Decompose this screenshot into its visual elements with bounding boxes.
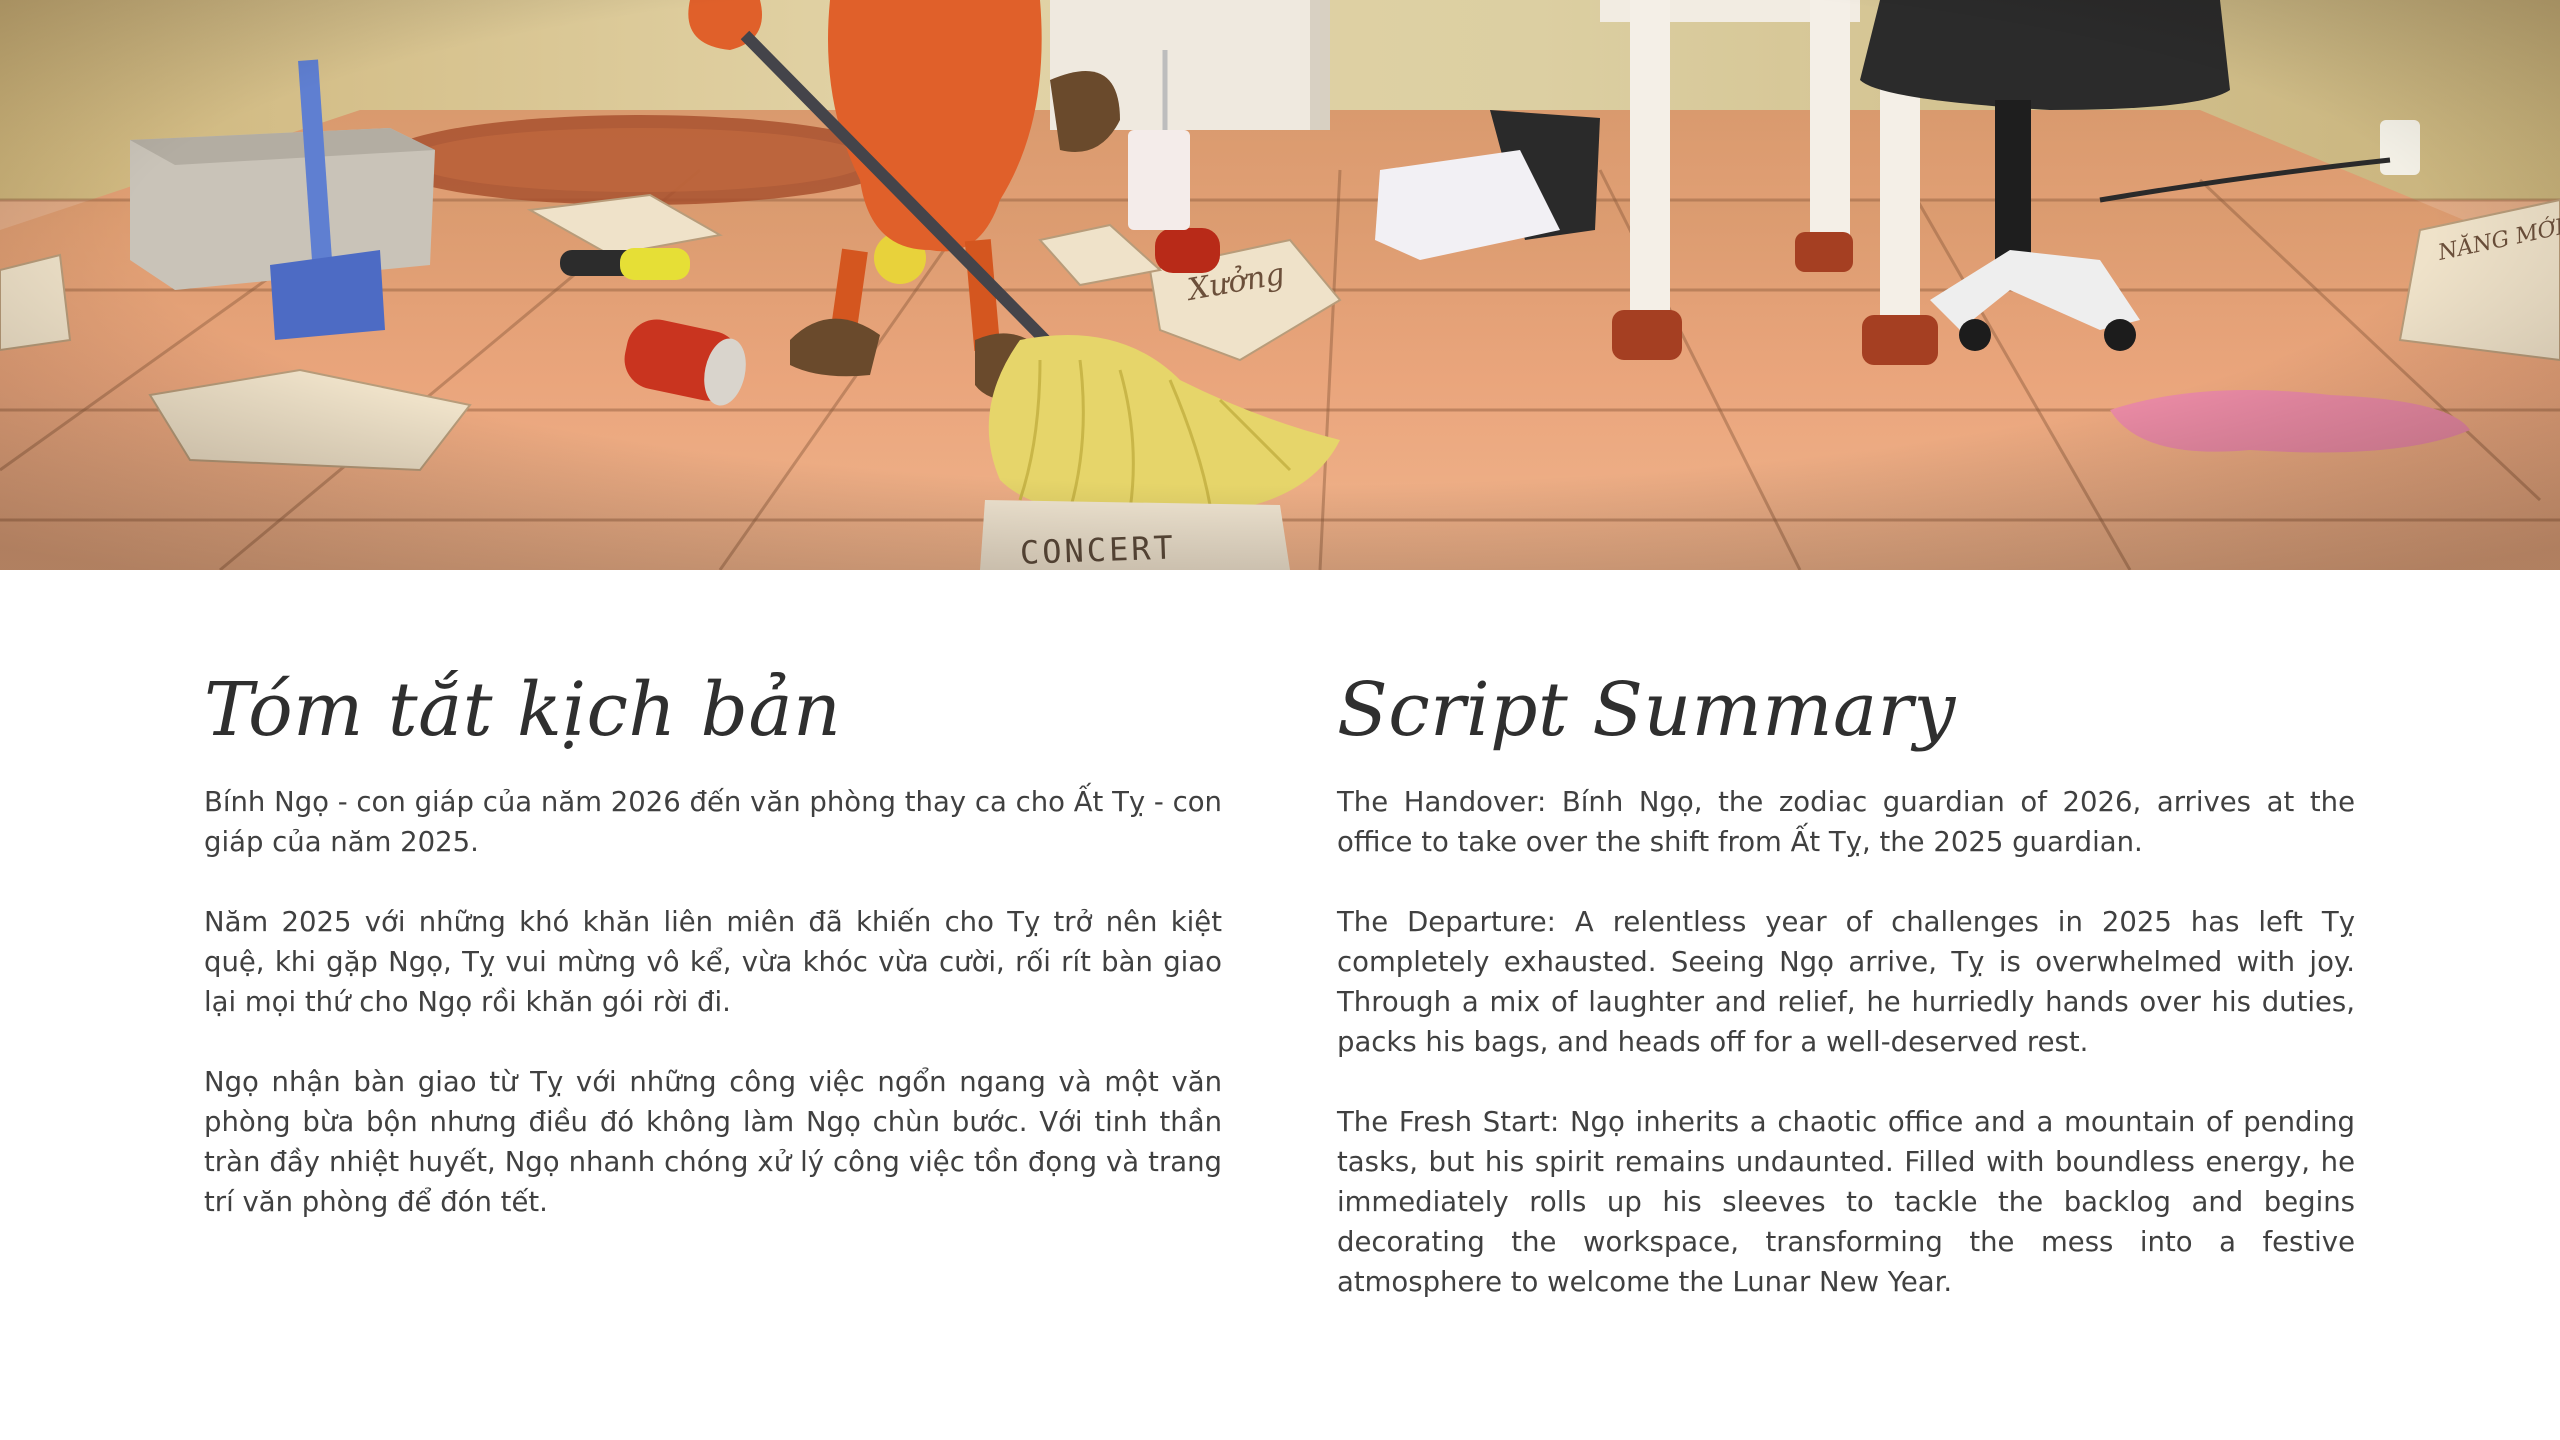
hero-scene-illustration — [0, 0, 2560, 570]
paragraph-vi-1: Bính Ngọ - con giáp của năm 2026 đến văn phòng thay ca cho Ất Tỵ - con giáp của năm 2025. — [204, 786, 1222, 858]
paragraph-en-2: The Departure: A relentless year of challenges in 2025 has left Tỵ completely exhausted. Seeing Ngọ arrive, Tỵ is overwhelmed with joy. Through a mix of laughter and relief, he hurriedly hands over his duties, packs his bags, and heads off for a well-deserved rest. — [1337, 906, 2355, 1058]
summary-vi — [204, 660, 1222, 1262]
title-en: Script Summary — [1337, 667, 1956, 753]
paragraph-vi-3: Ngọ nhận bàn giao từ Tỵ với những công việc ngổn ngang và một văn phòng bừa bộn nhưng điều đó không làm Ngọ chùn bước. Với tinh thần tràn đầy nhiệt huyết, Ngọ nhanh chóng xử lý công việc tồn đọng và trang trí văn phòng để đón tết. — [204, 1066, 1222, 1218]
summary-en — [1337, 660, 2355, 1342]
hero-image — [0, 0, 2560, 570]
paragraph-vi-2: Năm 2025 với những khó khăn liên miên đã khiến cho Tỵ trở nên kiệt quệ, khi gặp Ngọ, Tỵ vui mừng vô kể, vừa khóc vừa cười, rối rít bàn giao lại mọi thứ cho Ngọ rồi khăn gói rời đi. — [204, 906, 1222, 1018]
paragraph-en-1: The Handover: Bính Ngọ, the zodiac guardian of 2026, arrives at the office to take over the shift from Ất Tỵ, the 2025 guardian. — [1337, 786, 2355, 858]
paragraph-en-3: The Fresh Start: Ngọ inherits a chaotic office and a mountain of pending tasks, but his spirit remains undaunted. Filled with boundless energy, he immediately rolls up his sleeves to tackle the backlog and begins decorating the workspace, transforming the mess into a festive atmosphere to welcome the Lunar New Year. — [1337, 1106, 2355, 1298]
title-vi: Tóm tắt kịch bản — [204, 667, 842, 753]
